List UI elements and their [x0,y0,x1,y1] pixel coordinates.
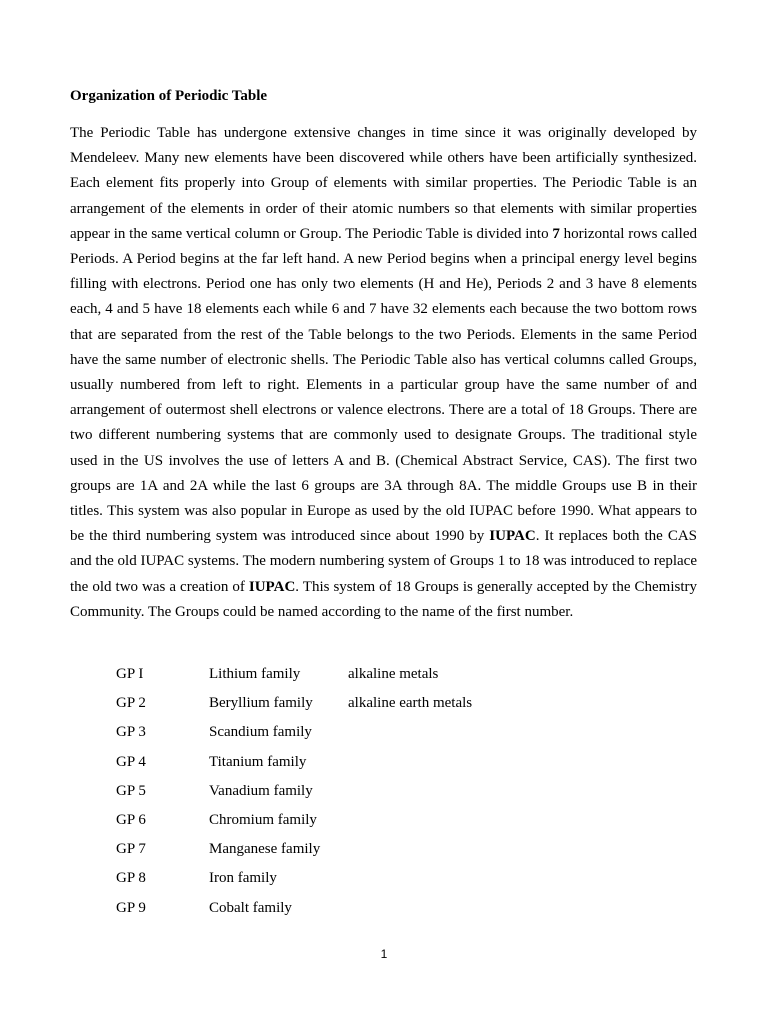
list-item [116,779,548,808]
group-list [116,662,548,925]
group-family: Lithium family [209,666,301,682]
group-number: GP 5 [116,782,146,799]
paragraph-text-4: . This system of 18 Groups is generally accepted by the Chemistry Community. The Groups could be named according to the name of the first number. [70,578,698,620]
group-number: GP 7 [116,841,146,858]
body-paragraph [70,121,697,625]
paragraph-bold-number: 7 [552,225,560,242]
list-item [116,662,548,691]
group-number: GP 4 [116,753,146,770]
group-family: Cobalt family [209,899,292,916]
list-item [116,896,548,925]
list-item [116,837,548,866]
paragraph-bold-iupac-1: IUPAC [489,528,536,545]
group-family: Beryllium family [209,695,313,712]
group-alt-name: alkaline metals [348,666,439,682]
group-family: Titanium family [209,753,307,770]
group-number: GP I [116,666,144,682]
paragraph-text-2: horizontal rows called Periods. A Period begins at the far left hand. A new Period begins when a principal energy level begins filling with electrons. Period one has only two elements (H and He), Periods 2 and 3 have 8 elements each, 4 and 5 have 18 elements each while 6 and 7 have 32 elements each because the two bottom rows that are separated from the rest of the Table belongs to the two Periods. Elements in the same Period have the same number of electronic shells. The Periodic Table also has vertical columns called Groups, usually numbered from left to right. Elements in a particular group have the same number of and arrangement of outermost shell electrons or valence electrons. There are a total of 18 Groups. There are two different numbering systems that are commonly used to designate Groups. The traditional style used in the US involves the use of letters A and B. (Chemical Abstract Service, CAS). The first two groups are 1A and 2A while the last 6 groups are 3A through 8A. The middle Groups use B in their titles. This system was also popular in Europe as used by the old IUPAC before 1990. What appears to be the third numbering system was introduced since about 1990 by [70,225,697,545]
group-family: Iron family [209,870,277,887]
group-number: GP 2 [116,695,146,712]
paragraph-text-3: . It replaces both the CAS and the old IUPAC systems. The modern numbering system of Groups 1 to 18 was introduced to replace the old two was a creation of [70,528,697,595]
page-number: 1 [380,947,388,961]
list-item [116,720,548,749]
group-family: Chromium family [209,811,317,828]
group-number: GP 8 [116,870,146,887]
group-alt-name: alkaline earth metals [348,695,473,712]
list-item [116,691,548,720]
group-number: GP 3 [116,724,146,741]
list-item [116,866,548,895]
paragraph-bold-iupac-2: IUPAC [248,578,296,595]
list-item [116,808,548,837]
list-item [116,750,548,779]
page-title: Organization of Periodic Table [70,88,268,104]
group-family: Manganese family [209,841,321,858]
group-number: GP 9 [116,899,146,916]
group-number: GP 6 [116,811,146,828]
group-family: Scandium family [209,724,312,741]
paragraph-text-1: The Periodic Table has undergone extensive changes in time since it was originally developed by Mendeleev. Many new elements have been discovered while others have been artificially synthesized. Each element fits properly into Group of elements with similar properties. The Periodic Table is an arrangement of the elements in order of their atomic numbers so that elements with similar properties appear in the same vertical column or Group. The Periodic Table is divided into [70,125,697,242]
group-family: Vanadium family [209,782,313,799]
